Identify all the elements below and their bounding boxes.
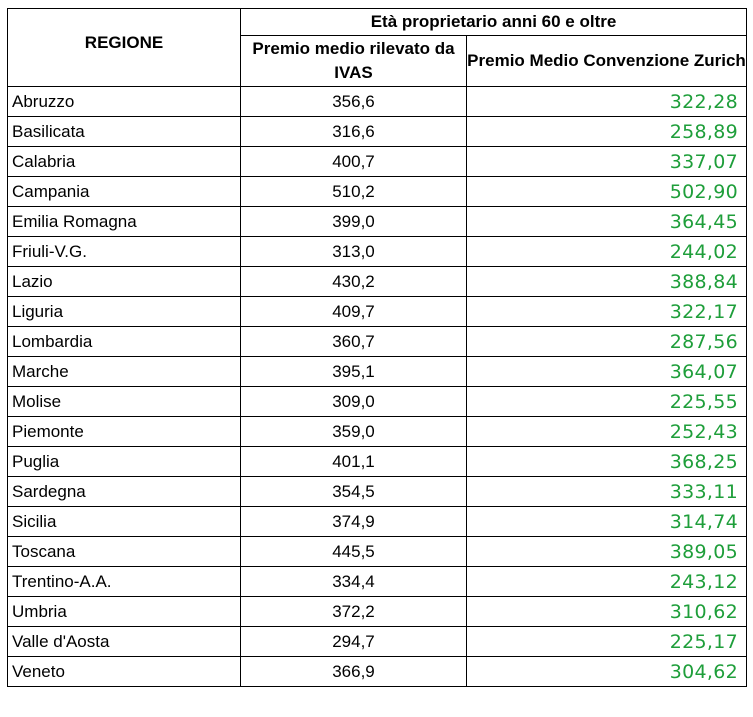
zurich-premium-cell: 389,05 <box>467 537 747 567</box>
zurich-premium-cell: 364,07 <box>467 357 747 387</box>
zurich-premium-cell: 244,02 <box>467 237 747 267</box>
zurich-premium-cell: 322,28 <box>467 87 747 117</box>
ivas-premium-cell: 313,0 <box>241 237 467 267</box>
table-row <box>8 387 747 417</box>
region-cell: Sicilia <box>8 507 241 537</box>
ivas-premium-cell: 400,7 <box>241 147 467 177</box>
premium-table <box>7 8 747 687</box>
table-row <box>8 327 747 357</box>
region-cell: Marche <box>8 357 241 387</box>
region-cell: Lombardia <box>8 327 241 357</box>
ivas-premium-cell: 334,4 <box>241 567 467 597</box>
region-cell: Calabria <box>8 147 241 177</box>
table-row <box>8 237 747 267</box>
region-cell: Basilicata <box>8 117 241 147</box>
table-row <box>8 657 747 687</box>
ivas-premium-cell: 374,9 <box>241 507 467 537</box>
table-row <box>8 567 747 597</box>
table-row <box>8 477 747 507</box>
region-cell: Molise <box>8 387 241 417</box>
region-cell: Friuli-V.G. <box>8 237 241 267</box>
table-row <box>8 417 747 447</box>
ivas-premium-cell: 366,9 <box>241 657 467 687</box>
ivas-premium-cell: 372,2 <box>241 597 467 627</box>
zurich-premium-cell: 258,89 <box>467 117 747 147</box>
zurich-premium-cell: 287,56 <box>467 327 747 357</box>
region-cell: Veneto <box>8 657 241 687</box>
zurich-premium-cell: 304,62 <box>467 657 747 687</box>
table-row <box>8 507 747 537</box>
zurich-premium-cell: 368,25 <box>467 447 747 477</box>
ivas-premium-cell: 445,5 <box>241 537 467 567</box>
ivas-premium-cell: 309,0 <box>241 387 467 417</box>
zurich-premium-cell: 225,55 <box>467 387 747 417</box>
table-row <box>8 297 747 327</box>
region-cell: Puglia <box>8 447 241 477</box>
region-cell: Toscana <box>8 537 241 567</box>
ivas-premium-cell: 359,0 <box>241 417 467 447</box>
region-cell: Trentino-A.A. <box>8 567 241 597</box>
ivas-premium-cell: 399,0 <box>241 207 467 237</box>
zurich-premium-cell: 314,74 <box>467 507 747 537</box>
region-cell: Campania <box>8 177 241 207</box>
zurich-premium-cell: 322,17 <box>467 297 747 327</box>
table-row <box>8 627 747 657</box>
ivas-premium-cell: 294,7 <box>241 627 467 657</box>
ivas-premium-cell: 395,1 <box>241 357 467 387</box>
zurich-premium-cell: 225,17 <box>467 627 747 657</box>
table-row <box>8 207 747 237</box>
region-cell: Lazio <box>8 267 241 297</box>
ivas-premium-cell: 356,6 <box>241 87 467 117</box>
table-row <box>8 87 747 117</box>
table-body <box>8 87 747 687</box>
header-premio-zurich: Premio Medio Convenzione Zurich <box>467 36 747 87</box>
header-premio-ivas: Premio medio rilevato da IVAS <box>241 36 467 87</box>
zurich-premium-cell: 337,07 <box>467 147 747 177</box>
header-region: REGIONE <box>8 9 241 87</box>
region-cell: Abruzzo <box>8 87 241 117</box>
table-row <box>8 117 747 147</box>
region-cell: Emilia Romagna <box>8 207 241 237</box>
ivas-premium-cell: 360,7 <box>241 327 467 357</box>
zurich-premium-cell: 388,84 <box>467 267 747 297</box>
region-cell: Valle d'Aosta <box>8 627 241 657</box>
table-row <box>8 447 747 477</box>
table-row <box>8 597 747 627</box>
region-cell: Piemonte <box>8 417 241 447</box>
ivas-premium-cell: 316,6 <box>241 117 467 147</box>
zurich-premium-cell: 502,90 <box>467 177 747 207</box>
table-row <box>8 537 747 567</box>
ivas-premium-cell: 510,2 <box>241 177 467 207</box>
ivas-premium-cell: 409,7 <box>241 297 467 327</box>
table-row <box>8 267 747 297</box>
zurich-premium-cell: 364,45 <box>467 207 747 237</box>
header-age-group: Età proprietario anni 60 e oltre <box>241 9 747 36</box>
zurich-premium-cell: 243,12 <box>467 567 747 597</box>
zurich-premium-cell: 252,43 <box>467 417 747 447</box>
table-row <box>8 177 747 207</box>
region-cell: Umbria <box>8 597 241 627</box>
region-cell: Sardegna <box>8 477 241 507</box>
table-row <box>8 357 747 387</box>
table-row <box>8 147 747 177</box>
zurich-premium-cell: 333,11 <box>467 477 747 507</box>
ivas-premium-cell: 430,2 <box>241 267 467 297</box>
region-cell: Liguria <box>8 297 241 327</box>
ivas-premium-cell: 354,5 <box>241 477 467 507</box>
zurich-premium-cell: 310,62 <box>467 597 747 627</box>
ivas-premium-cell: 401,1 <box>241 447 467 477</box>
